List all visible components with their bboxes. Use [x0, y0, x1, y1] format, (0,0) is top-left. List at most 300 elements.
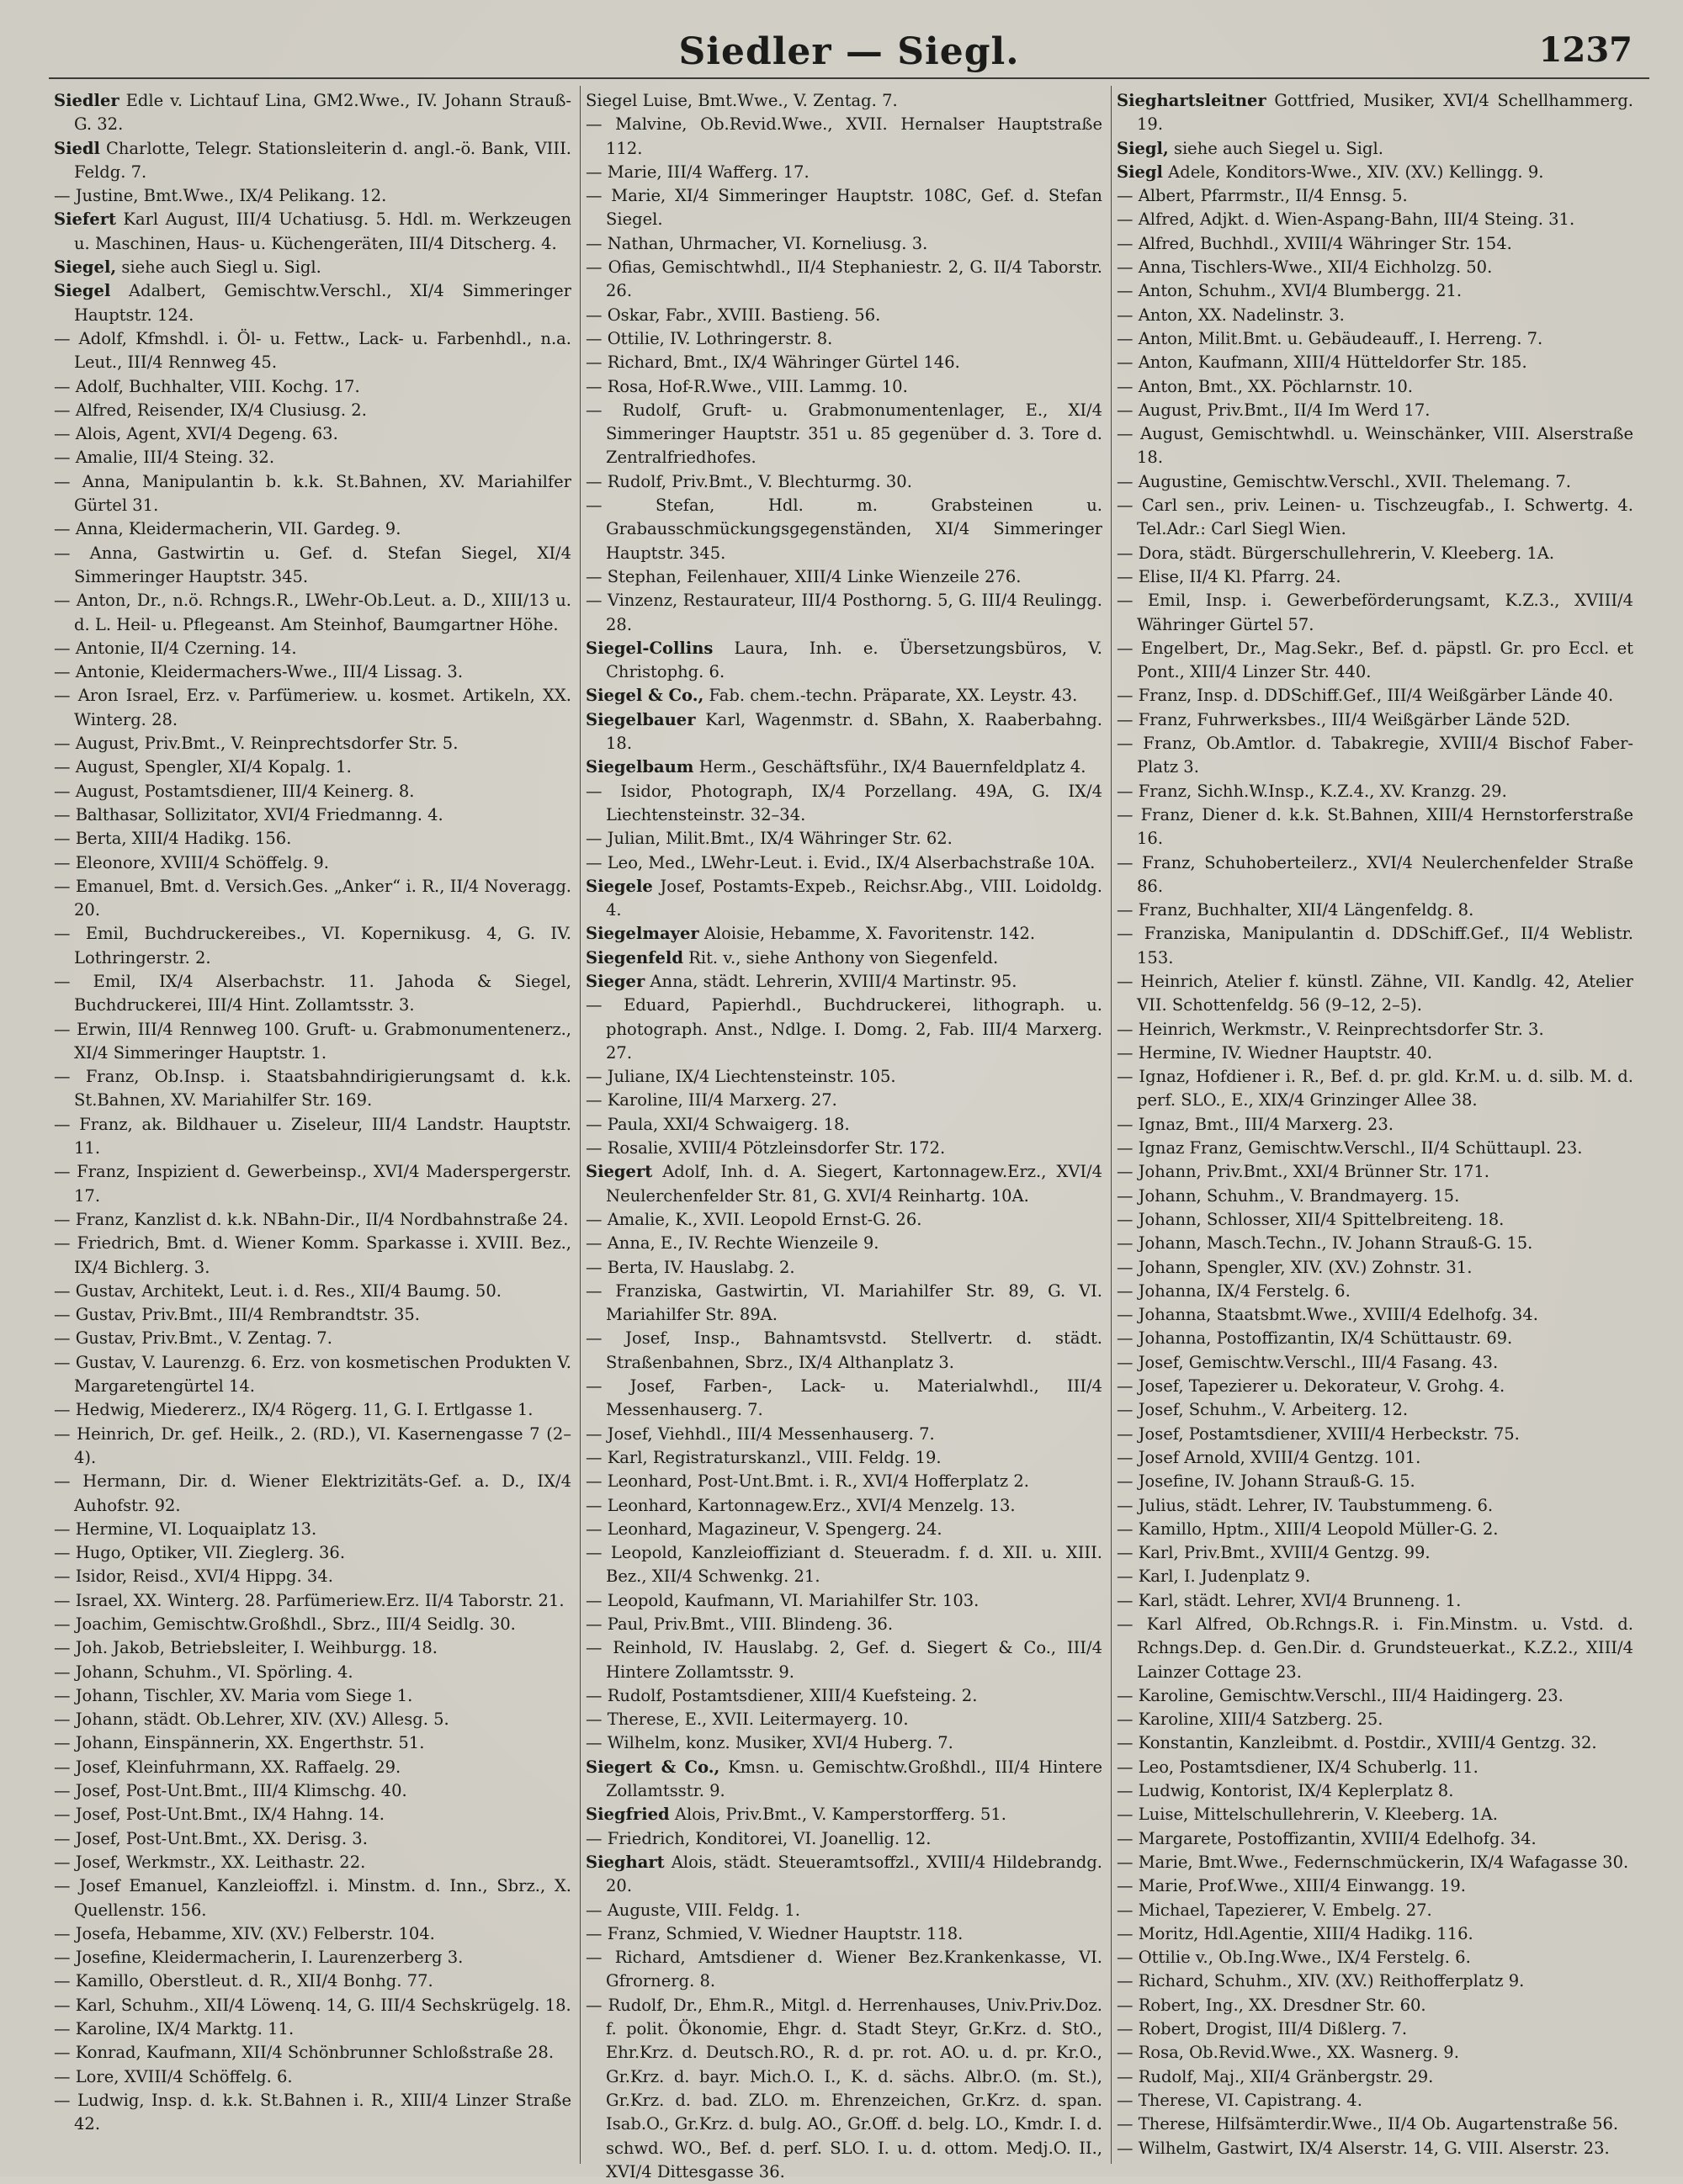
directory-entry [1117, 279, 1633, 303]
entry-surname: Sieghart [586, 1852, 665, 1872]
directory-entry [54, 922, 571, 970]
directory-entry [54, 89, 571, 137]
entry-text: — Leo, Postamtsdiener, IX/4 Schuberlg. 11. [1117, 1757, 1479, 1777]
entry-text: — Leonhard, Kartonnagew.Erz., XVI/4 Menzelg. 13. [586, 1495, 1016, 1515]
directory-entry [586, 1803, 1102, 1826]
entry-text: — Oskar, Fabr., XVIII. Bastieng. 56. [586, 305, 881, 325]
directory-entry [54, 1731, 571, 1755]
directory-entry [1117, 1065, 1633, 1113]
entry-text: — Karl, I. Judenplatz 9. [1117, 1566, 1311, 1587]
entry-text: — Richard, Bmt., IX/4 Währinger Gürtel 146. [586, 353, 960, 373]
directory-entry [586, 1518, 1102, 1541]
directory-entry [586, 89, 1102, 113]
entry-text: — Johann, Spengler, XIV. (XV.) Zohnstr. 31. [1117, 1257, 1473, 1277]
directory-entry [54, 875, 571, 923]
entry-text: Josef, Postamts-Expeb., Reichsr.Abg., VIII. Loidoldg. 4. [606, 876, 1102, 920]
directory-entry [586, 1541, 1102, 1589]
directory-entry [54, 1922, 571, 1946]
directory-entry [54, 279, 571, 327]
entry-surname: Siedler [54, 91, 119, 110]
directory-entry [54, 1613, 571, 1636]
directory-entry [1117, 184, 1633, 208]
directory-entry [586, 1613, 1102, 1636]
entry-surname: Siegelbauer [586, 709, 696, 729]
entry-text: — Hedwig, Miedererz., IX/4 Rögerg. 11, G. I. Ertlgasse 1. [54, 1400, 534, 1420]
directory-entry [586, 970, 1102, 994]
directory-entry [586, 1636, 1102, 1684]
directory-entry [54, 780, 571, 803]
directory-entry [1117, 970, 1633, 1018]
directory-entry [586, 1160, 1102, 1208]
directory-entry [1117, 922, 1633, 970]
entry-text: — August, Spengler, XI/4 Kopalg. 1. [54, 757, 352, 777]
entry-text: — Antonie, Kleidermachers-Wwe., III/4 Lissag. 3. [54, 662, 464, 682]
directory-entry [1117, 89, 1633, 137]
directory-entry [1117, 1613, 1633, 1684]
entry-text: — Dora, städt. Bürgerschullehrerin, V. Kleeberg. 1A. [1117, 543, 1555, 563]
directory-entry [1117, 1042, 1633, 1065]
entry-text: — Karl, Schuhm., XII/4 Löwenq. 14, G. III/4 Sechskrügelg. 18. [54, 1995, 571, 2015]
directory-entry [586, 589, 1102, 637]
directory-entry [586, 184, 1102, 232]
entry-text: — Lore, XVIII/4 Schöffelg. 6. [54, 2066, 293, 2086]
entry-text: — Karoline, Gemischtw.Verschl., III/4 Haidingerg. 23. [1117, 1685, 1564, 1705]
directory-entry [586, 1423, 1102, 1446]
entry-text: — Josefa, Hebamme, XIV. (XV.) Felberstr. 104. [54, 1923, 435, 1943]
entry-surname: Siegel [54, 281, 111, 301]
entry-text: — Rosa, Hof-R.Wwe., VIII. Lammg. 10. [586, 376, 908, 396]
entry-text: — Rudolf, Gruft- u. Grabmonumentenlager, E., XI/4 Simmeringer Hauptstr. 351 u. 85 gegenüber d. 3. Tore d. Zentralfriedhofes. [586, 400, 1102, 468]
directory-entry [54, 1827, 571, 1851]
entry-text: — Rudolf, Postamtsdiener, XIII/4 Kuefsteing. 2. [586, 1685, 978, 1705]
directory-entry [1117, 375, 1633, 399]
directory-entry [1117, 1018, 1633, 1042]
directory-entry [1117, 2137, 1633, 2160]
entry-text: — Nathan, Uhrmacher, VI. Korneliusg. 3. [586, 233, 928, 253]
directory-entry [1117, 1446, 1633, 1470]
entry-surname: Siegenfeld [586, 947, 683, 967]
directory-entry [586, 1994, 1102, 2184]
directory-entry [54, 517, 571, 541]
column-middle [580, 86, 1111, 2181]
directory-entry [54, 1779, 571, 1803]
directory-entry [54, 1160, 571, 1208]
directory-entry [1117, 232, 1633, 256]
entry-text: Charlotte, Telegr. Stationsleiterin d. angl.-ö. Bank, VIII. Feldg. 7. [74, 138, 571, 182]
entry-text: — Franziska, Manipulantin d. DDSchiff.Gef., II/4 Weblistr. 153. [1117, 924, 1633, 967]
entry-surname: Siegert & Co., [586, 1757, 720, 1777]
entry-text: — Juliane, IX/4 Liechtensteinstr. 105. [586, 1067, 896, 1087]
entry-text: — Alfred, Adjkt. d. Wien-Aspang-Bahn, III/4 Steing. 31. [1117, 209, 1575, 230]
entry-text: — Josef, Schuhm., V. Arbeiterg. 12. [1117, 1400, 1409, 1420]
directory-entry [586, 1208, 1102, 1232]
entry-text: Laura, Inh. e. Übersetzungsbüros, V. Christophg. 6. [606, 638, 1102, 682]
directory-entry [54, 256, 571, 279]
directory-entry [1117, 2089, 1633, 2112]
directory-entry [1117, 637, 1633, 685]
entry-text: — Amalie, K., XVII. Leopold Ernst-G. 26. [586, 1209, 922, 1229]
directory-entry [586, 399, 1102, 470]
entry-text: — Josefine, Kleidermacherin, I. Laurenzerberg 3. [54, 1948, 464, 1968]
entry-text: Edle v. Lichtauf Lina, GM2.Wwe., IV. Johann Strauß-G. 32. [74, 91, 572, 135]
directory-entry [1117, 708, 1633, 732]
directory-entry [586, 708, 1102, 756]
directory-entry [1117, 1803, 1633, 1826]
directory-entry [1117, 2065, 1633, 2089]
directory-entry [586, 1470, 1102, 1493]
column-left [49, 86, 580, 2164]
entry-text: — Franz, Fuhrwerksbes., III/4 Weißgärber Lände 52D. [1117, 709, 1571, 729]
entry-text: — August, Priv.Bmt., V. Reinprechtsdorfer Str. 5. [54, 734, 459, 754]
entry-text: — Franz, Ob.Amtlor. d. Tabakregie, XVIII/4 Bischof Faber-Platz 3. [1117, 734, 1633, 777]
directory-entry [586, 256, 1102, 304]
entry-text: — Franz, Inspizient d. Gewerbeinsp., XVI/4 Maderspergerstr. 17. [54, 1162, 571, 1206]
entry-text: — Alois, Agent, XVI/4 Degeng. 63. [54, 424, 338, 444]
entry-text: — Leonhard, Post-Unt.Bmt. i. R., XVI/4 Hofferplatz 2. [586, 1471, 1029, 1492]
directory-entry [1117, 1160, 1633, 1184]
directory-entry [1117, 899, 1633, 922]
entry-text: — Alfred, Buchhdl., XVIII/4 Währinger Str. 154. [1117, 233, 1512, 253]
directory-entry [54, 1565, 571, 1588]
directory-entry [54, 375, 571, 399]
entry-text: — Josefine, IV. Johann Strauß-G. 15. [1117, 1471, 1415, 1492]
directory-entry [54, 684, 571, 732]
page-header [49, 25, 1649, 79]
directory-entry [586, 637, 1102, 685]
entry-text: Anna, städt. Lehrerin, XVIII/4 Martinstr. 95. [650, 971, 1017, 991]
entry-text: Adele, Konditors-Wwe., XIV. (XV.) Kellingg. 9. [1168, 162, 1544, 182]
directory-entry [1117, 1756, 1633, 1779]
entry-text: — Amalie, III/4 Steing. 32. [54, 448, 275, 468]
entry-text: — Josef, Postamtsdiener, XVIII/4 Herbeckstr. 75. [1117, 1423, 1520, 1444]
entry-text: — Franz, Schuhoberteilerz., XVI/4 Neulerchenfelder Straße 86. [1117, 852, 1633, 896]
directory-entry [1117, 589, 1633, 637]
entry-text: — Gustav, Priv.Bmt., III/4 Rembrandtstr. 35. [54, 1305, 420, 1325]
entry-text: — Josef, Post-Unt.Bmt., XX. Derisg. 3. [54, 1828, 368, 1848]
entry-text: — Anna, Manipulantin b. k.k. St.Bahnen, XV. Mariahilfer Gürtel 31. [54, 471, 571, 516]
directory-entry [1117, 2112, 1633, 2136]
directory-entry [586, 1731, 1102, 1755]
entry-text: — Leopold, Kaufmann, VI. Mariahilfer Str. 103. [586, 1590, 980, 1610]
directory-entry [1117, 851, 1633, 899]
directory-entry [586, 1684, 1102, 1708]
entry-text: — Eleonore, XVIII/4 Schöffelg. 9. [54, 852, 329, 872]
entry-text: — Hermann, Dir. d. Wiener Elektrizitäts-Gef. a. D., IX/4 Auhofstr. 92. [54, 1471, 571, 1515]
entry-text: — Karl, Priv.Bmt., XVIII/4 Gentzg. 99. [1117, 1543, 1431, 1563]
directory-entry [586, 1827, 1102, 1851]
entry-surname: Sieger [586, 971, 645, 991]
directory-entry [1117, 1851, 1633, 1874]
entry-text: — Friedrich, Konditorei, VI. Joanellig. 12. [586, 1828, 932, 1848]
directory-entry [1117, 1256, 1633, 1280]
directory-entry [586, 684, 1102, 708]
directory-entry [586, 1089, 1102, 1112]
entry-text: — Rudolf, Maj., XII/4 Gränbergstr. 29. [1117, 2066, 1434, 2086]
directory-entry [586, 1137, 1102, 1160]
directory-entry [586, 565, 1102, 589]
directory-entry [54, 851, 571, 875]
entry-text: — Franz, Sichh.W.Insp., K.Z.4., XV. Kranzg. 29. [1117, 781, 1507, 801]
entry-text: — Richard, Amtsdiener d. Wiener Bez.Krankenkasse, VI. Gfrornerg. 8. [586, 1948, 1102, 1991]
directory-entry [1117, 304, 1633, 327]
entry-text: siehe auch Siegel u. Sigl. [1173, 138, 1383, 158]
directory-entry [586, 232, 1102, 256]
entry-text: — Robert, Ing., XX. Dresdner Str. 60. [1117, 1995, 1426, 2015]
entry-text: — Albert, Pfarrmstr., II/4 Ennsg. 5. [1117, 186, 1408, 206]
entry-text: — Michael, Tapezierer, V. Embelg. 27. [1117, 1900, 1432, 1920]
directory-entry [586, 780, 1102, 828]
directory-entry [54, 1803, 571, 1826]
directory-entry [54, 1541, 571, 1565]
entry-text: — Anna, Gastwirtin u. Gef. d. Stefan Siegel, XI/4 Simmeringer Hauptstr. 345. [54, 543, 571, 586]
entry-text: — Joh. Jakob, Betriebsleiter, I. Weihburgg. 18. [54, 1638, 438, 1658]
directory-entry [1117, 1280, 1633, 1303]
entry-surname: Siegel, [54, 257, 117, 278]
directory-entry [54, 1589, 571, 1613]
directory-entry [586, 994, 1102, 1065]
entry-text: — Johanna, IX/4 Ferstelg. 6. [1117, 1280, 1351, 1301]
entry-text: Gottfried, Musiker, XVI/4 Schellhammerg. 19. [1137, 91, 1633, 135]
directory-entry [1117, 494, 1633, 542]
entry-text: Adolf, Inh. d. A. Siegert, Kartonnagew.Erz., XVI/4 Neulerchenfelder Str. 81, G. XVI/4 Reinhartg. 10A. [606, 1162, 1102, 1206]
entry-text: — Gustav, V. Laurenzg. 6. Erz. von kosmetischen Produkten V. Margaretengürtel 14. [54, 1352, 571, 1397]
entry-text: — Wilhelm, konz. Musiker, XVI/4 Huberg. 7. [586, 1733, 953, 1753]
directory-entry [54, 589, 571, 637]
directory-entry [1117, 2041, 1633, 2065]
entry-text: — Marie, Prof.Wwe., XIII/4 Einwangg. 19. [1117, 1876, 1467, 1896]
directory-entry [586, 1232, 1102, 1255]
entry-text: — Joachim, Gemischtw.Großhdl., Sbrz., III/4 Seidlg. 30. [54, 1614, 516, 1634]
directory-entry [586, 1589, 1102, 1613]
entry-text: — Anton, Bmt., XX. Pöchlarnstr. 10. [1117, 376, 1414, 396]
directory-entry [1117, 1969, 1633, 1993]
entry-surname: Siegl, [1117, 138, 1169, 158]
entry-text: — Josef, Kleinfuhrmann, XX. Raffaelg. 29. [54, 1757, 401, 1777]
entry-text: — Karl Alfred, Ob.Rchngs.R. i. Fin.Minstm. u. Vstd. d. Rchngs.Dep. d. Gen.Dir. d. Grundsteuerkat., K.Z.2., XIII/4 Lainzer Cottage 23. [1117, 1614, 1633, 1682]
entry-text: — Johanna, Staatsbmt.Wwe., XVIII/4 Edelhofg. 34. [1117, 1305, 1538, 1325]
entry-text: — Josef, Post-Unt.Bmt., III/4 Klimschg. 40. [54, 1781, 407, 1801]
directory-columns [49, 86, 1649, 2181]
entry-text: Karl August, III/4 Uchatiusg. 5. Hdl. m. Werkzeugen u. Maschinen, Haus- u. Küchengeräten, III/4 Ditscherg. 4. [74, 209, 571, 253]
entry-text: — Adolf, Buchhalter, VIII. Kochg. 17. [54, 376, 360, 396]
directory-entry [54, 1423, 571, 1471]
entry-text: — Eduard, Papierhdl., Buchdruckerei, lithograph. u. photograph. Anst., Ndlge. I. Domg. 2, Fab. III/4 Marxerg. 27. [586, 995, 1102, 1063]
directory-entry [54, 470, 571, 518]
entry-text: — Stephan, Feilenhauer, XIII/4 Linke Wienzeile 276. [586, 566, 1022, 586]
directory-entry [54, 827, 571, 851]
entry-text: — Johann, Einspännerin, XX. Engerthstr. 51. [54, 1733, 425, 1753]
entry-text: — Karoline, XIII/4 Satzberg. 25. [1117, 1710, 1383, 1730]
entry-text: — Richard, Schuhm., XIV. (XV.) Reithofferplatz 9. [1117, 1971, 1525, 1991]
entry-text: — Malvine, Ob.Revid.Wwe., XVII. Hernalser Hauptstraße 112. [586, 114, 1102, 158]
directory-entry [54, 755, 571, 779]
entry-text: — Adolf, Kfmshdl. i. Öl- u. Fettw., Lack- u. Farbenhdl., n.a. Leut., III/4 Rennweg 45. [54, 328, 571, 373]
entry-text: — Ignaz Franz, Gemischtw.Verschl., II/4 Schüttaupl. 23. [1117, 1138, 1583, 1158]
entry-text: — Josef, Farben-, Lack- u. Materialwhdl., III/4 Messenhauserg. 7. [586, 1376, 1102, 1420]
entry-text: — Berta, IV. Hauslabg. 2. [586, 1257, 795, 1277]
directory-entry [1117, 1946, 1633, 1969]
entry-text: — Hermine, IV. Wiedner Hauptstr. 40. [1117, 1042, 1433, 1063]
directory-entry [1117, 1899, 1633, 1922]
directory-entry [1117, 1423, 1633, 1446]
entry-text: — Berta, XIII/4 Hadikg. 156. [54, 829, 292, 849]
directory-entry [54, 2089, 571, 2137]
directory-entry [54, 2065, 571, 2089]
directory-entry [54, 1327, 571, 1350]
entry-text: — Johann, Masch.Techn., IV. Johann Strauß-G. 15. [1117, 1233, 1533, 1254]
entry-text: — Heinrich, Atelier f. künstl. Zähne, VII. Kandlg. 42, Atelier VII. Schottenfeldg. 56 (9–12, 2–5). [1117, 971, 1633, 1015]
directory-entry [1117, 137, 1633, 161]
directory-entry [1117, 1684, 1633, 1708]
entry-text: — Robert, Drogist, III/4 Dißlerg. 7. [1117, 2019, 1408, 2039]
directory-entry [586, 1375, 1102, 1423]
column-right [1111, 86, 1642, 2164]
directory-entry [586, 161, 1102, 184]
entry-text: — Emil, Insp. i. Gewerbeförderungsamt, K.Z.3., XVIII/4 Währinger Gürtel 57. [1117, 591, 1633, 634]
entry-text: — Gustav, Architekt, Leut. i. d. Res., XII/4 Baumg. 50. [54, 1280, 502, 1301]
directory-entry [1117, 422, 1633, 470]
entry-text: Alois, Priv.Bmt., V. Kamperstorfferg. 51. [674, 1805, 1007, 1825]
directory-entry [54, 422, 571, 446]
entry-text: Fab. chem.-techn. Präparate, XX. Leystr. 43. [709, 686, 1078, 706]
entry-text: Herm., Geschäftsführ., IX/4 Bauernfeldplatz 4. [698, 757, 1086, 777]
entry-text: — Josef, Werkmstr., XX. Leithastr. 22. [54, 1852, 366, 1872]
entry-text: — Rosa, Ob.Revid.Wwe., XX. Wasnerg. 9. [1117, 2043, 1459, 2063]
directory-entry [54, 1351, 571, 1399]
entry-surname: Siegfried [586, 1805, 670, 1825]
entry-text: — Julius, städt. Lehrer, IV. Taubstummeng. 6. [1117, 1495, 1494, 1515]
directory-entry [54, 399, 571, 422]
directory-entry [1117, 256, 1633, 279]
entry-text: — Aron Israel, Erz. v. Parfümeriew. u. kosmet. Artikeln, XX. Winterg. 28. [54, 686, 571, 729]
entry-text: — Josef, Gemischtw.Verschl., III/4 Fasang. 43. [1117, 1352, 1499, 1372]
directory-entry [1117, 1565, 1633, 1588]
entry-text: — Vinzenz, Restaurateur, III/4 Posthorng. 5, G. III/4 Reulingg. 28. [586, 591, 1102, 634]
directory-entry [1117, 1137, 1633, 1160]
directory-entry [586, 851, 1102, 875]
directory-entry [1117, 1874, 1633, 1898]
directory-entry [54, 660, 571, 684]
directory-entry [1117, 803, 1633, 851]
directory-entry [54, 1756, 571, 1779]
directory-entry [54, 1851, 571, 1874]
entry-text: — Johann, Schuhm., VI. Spörling. 4. [54, 1662, 353, 1682]
directory-entry [1117, 1779, 1633, 1803]
directory-entry [1117, 684, 1633, 708]
entry-surname: Siedl [54, 138, 100, 158]
directory-entry [586, 304, 1102, 327]
directory-entry [54, 970, 571, 1018]
directory-entry [586, 1494, 1102, 1518]
entry-text: — Kamillo, Hptm., XIII/4 Leopold Müller-G. 2. [1117, 1519, 1499, 1539]
directory-entry [1117, 1731, 1633, 1755]
entry-text: — Therese, Hilfsämterdir.Wwe., II/4 Ob. Augartenstraße 56. [1117, 2114, 1619, 2134]
entry-text: — Isidor, Reisd., XVI/4 Hippg. 34. [54, 1566, 333, 1587]
directory-entry [586, 875, 1102, 923]
entry-text: — Marie, Bmt.Wwe., Federnschmückerin, IX/4 Wafagasse 30. [1117, 1852, 1629, 1872]
directory-entry [54, 1232, 571, 1280]
entry-text: — Leo, Med., LWehr-Leut. i. Evid., IX/4 Alserbachstraße 10A. [586, 852, 1096, 872]
directory-entry [1117, 1922, 1633, 1946]
directory-entry [54, 637, 571, 660]
entry-text: — Johann, Tischler, XV. Maria vom Siege 1. [54, 1685, 413, 1705]
entry-text: — Konstantin, Kanzleibmt. d. Postdir., XVIII/4 Gentzg. 32. [1117, 1733, 1597, 1753]
entry-text: — Ofias, Gemischtwhdl., II/4 Stephaniestr. 2, G. II/4 Taborstr. 26. [586, 257, 1102, 301]
entry-text: — Johann, Priv.Bmt., XXI/4 Brünner Str. 171. [1117, 1162, 1490, 1182]
directory-entry [586, 1922, 1102, 1946]
directory-entry [586, 1946, 1102, 1994]
entry-text: — Rudolf, Priv.Bmt., V. Blechturmg. 30. [586, 471, 912, 491]
directory-entry [1117, 161, 1633, 184]
entry-text: — Carl sen., priv. Leinen- u. Tischzeugfab., I. Schwertg. 4. Tel.Adr.: Carl Siegl Wien. [1117, 496, 1633, 539]
entry-text: — Franz, Insp. d. DDSchiff.Gef., III/4 Weißgärber Lände 40. [1117, 686, 1614, 706]
directory-entry [54, 184, 571, 208]
entry-text: — Rosalie, XVIII/4 Pötzleinsdorfer Str. 172. [586, 1138, 946, 1158]
directory-entry [54, 1398, 571, 1422]
directory-entry [1117, 399, 1633, 422]
entry-text: Karl, Wagenmstr. d. SBahn, X. Raaberbahng. 18. [606, 709, 1103, 754]
directory-entry [54, 1946, 571, 1969]
directory-entry [1117, 2017, 1633, 2041]
entry-text: — Alfred, Reisender, IX/4 Clusiusg. 2. [54, 400, 367, 420]
directory-entry [586, 1756, 1102, 1804]
entry-text: — Israel, XX. Winterg. 28. Parfümeriew.Erz. II/4 Taborstr. 21. [54, 1590, 565, 1610]
directory-entry [1117, 327, 1633, 351]
directory-entry [586, 946, 1102, 970]
entry-text: — Therese, VI. Capistrang. 4. [1117, 2090, 1362, 2110]
entry-text: — Hermine, VI. Loquaiplatz 13. [54, 1519, 317, 1539]
entry-text: — Franz, Kanzlist d. k.k. NBahn-Dir., II/4 Nordbahnstraße 24. [54, 1209, 569, 1229]
entry-text: — Marie, XI/4 Simmeringer Hauptstr. 108C, Gef. d. Stefan Siegel. [586, 186, 1102, 230]
directory-entry [586, 922, 1102, 946]
directory-entry [1117, 1470, 1633, 1493]
directory-entry [1117, 1589, 1633, 1613]
directory-entry [54, 1113, 571, 1161]
directory-entry [54, 1661, 571, 1684]
directory-entry [54, 542, 571, 590]
entry-surname: Sieghartsleitner [1117, 91, 1266, 110]
directory-entry [1117, 565, 1633, 589]
entry-text: — Johann, Schlosser, XII/4 Spittelbreiteng. 18. [1117, 1209, 1505, 1229]
directory-entry [586, 827, 1102, 851]
directory-entry [1117, 351, 1633, 374]
entry-text: — Josef Emanuel, Kanzleioffzl. i. Minstm. d. Inn., Sbrz., X. Quellenstr. 156. [54, 1876, 571, 1920]
directory-entry [586, 113, 1102, 161]
directory-entry [54, 1994, 571, 2017]
directory-entry [54, 137, 571, 185]
directory-entry [586, 1256, 1102, 1280]
entry-text: — Kamillo, Oberstleut. d. R., XII/4 Bonhg. 77. [54, 1971, 433, 1991]
entry-text: — Ignaz, Hofdiener i. R., Bef. d. pr. gld. Kr.M. u. d. silb. M. d. perf. SLO., E., XIX/4 Grinzinger Allee 38. [1117, 1067, 1633, 1111]
directory-entry [586, 1280, 1102, 1328]
entry-text: — Leonhard, Magazineur, V. Spengerg. 24. [586, 1519, 942, 1539]
entry-text: — Heinrich, Werkmstr., V. Reinprechtsdorfer Str. 3. [1117, 1019, 1544, 1039]
directory-entry [1117, 1208, 1633, 1232]
entry-text: — Emil, IX/4 Alserbachstr. 11. Jahoda & Siegel, Buchdruckerei, III/4 Hint. Zollamtsstr. 3. [54, 971, 571, 1015]
entry-text: — Karoline, III/4 Marxerg. 27. [586, 1090, 837, 1111]
directory-entry [1117, 1708, 1633, 1731]
directory-entry [586, 1708, 1102, 1731]
entry-text: — Therese, E., XVII. Leitermayerg. 10. [586, 1710, 909, 1730]
entry-text: — Konrad, Kaufmann, XII/4 Schönbrunner Schloßstraße 28. [54, 2043, 555, 2063]
entry-text: — Franz, Diener d. k.k. St.Bahnen, XIII/4 Hernstorferstraße 16. [1117, 804, 1633, 849]
directory-entry [1117, 1518, 1633, 1541]
directory-entry [54, 208, 571, 256]
entry-text: Alois, städt. Steueramtsoffzl., XVIII/4 Hildebrandg. 20. [606, 1852, 1103, 1896]
directory-entry [54, 732, 571, 755]
entry-text: — Elise, II/4 Kl. Pfarrg. 24. [1117, 566, 1341, 586]
directory-entry [1117, 542, 1633, 565]
